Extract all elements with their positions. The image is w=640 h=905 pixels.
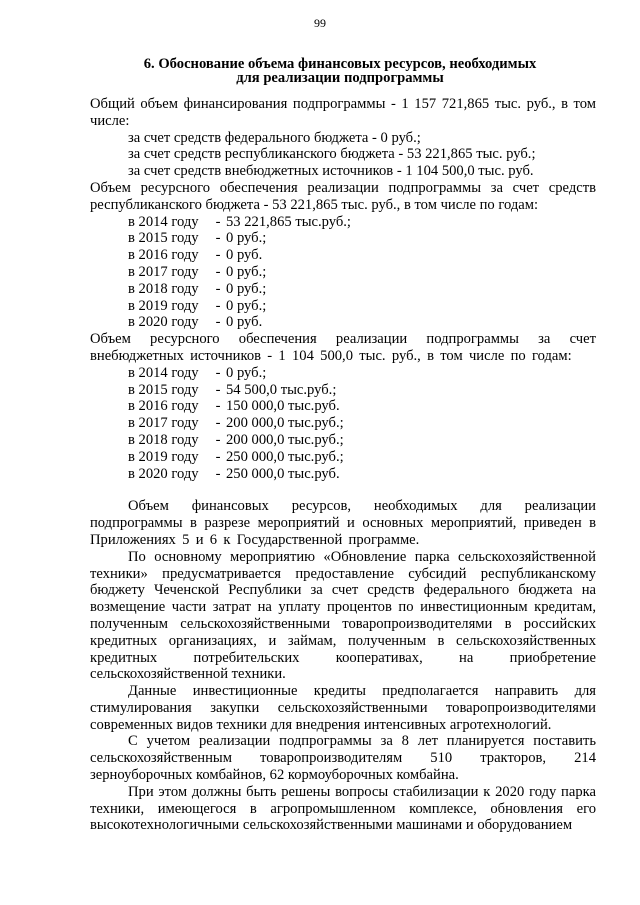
- body-paragraph: При этом должны быть решены вопросы стабилизации к 2020 году парка техники, имеющегося в агропромышленном комплексе, обновления его высокотехнологичными сельскохозяйственными машинами и оборудованием: [90, 783, 596, 834]
- year-row: [90, 365, 596, 382]
- total-funding-paragraph: Общий объем финансирования подпрограммы - 1 157 721,865 тыс. руб., в том числе:: [90, 96, 596, 129]
- page-number: 99: [314, 16, 326, 30]
- dash: -: [215, 213, 221, 230]
- year-row: [90, 264, 596, 281]
- year-row: [90, 449, 596, 466]
- year-label: в 2018 году: [128, 280, 199, 297]
- year-row: [90, 247, 596, 264]
- year-value: 0 руб.;: [226, 280, 267, 297]
- dash: -: [215, 263, 221, 280]
- year-value: 250 000,0 тыс.руб.: [226, 465, 340, 482]
- year-value: 0 руб.;: [226, 230, 267, 247]
- year-label: в 2020 году: [128, 314, 199, 331]
- year-value: 0 руб.;: [226, 364, 267, 381]
- year-value: 54 500,0 тыс.руб.;: [226, 381, 337, 398]
- year-row: [90, 432, 596, 449]
- year-row: [90, 398, 596, 415]
- year-row: [90, 281, 596, 298]
- year-value: 0 руб.: [226, 314, 263, 331]
- extrabudget-funding-intro: Объем ресурсного обеспечения реализации подпрограммы за счет внебюджетных источников - 1 104 500,0 тыс. руб., в том числе по годам:: [90, 331, 596, 364]
- year-row: [90, 466, 596, 483]
- year-label: в 2018 году: [128, 431, 199, 448]
- year-row: [90, 382, 596, 399]
- year-value: 200 000,0 тыс.руб.;: [226, 431, 344, 448]
- body-paragraph: С учетом реализации подпрограммы за 8 лет планируется поставить сельскохозяйственным товаропроизводителям 510 тракторов, 214 зерноуборочных комбайнов, 62 кормоуборочных комбайна.: [90, 733, 596, 784]
- dash: -: [215, 448, 221, 465]
- year-label: в 2014 году: [128, 364, 199, 381]
- year-label: в 2020 году: [128, 465, 199, 482]
- dash: -: [215, 431, 221, 448]
- year-label: в 2015 году: [128, 381, 199, 398]
- section-heading-line-2: для реализации подпрограммы: [236, 70, 444, 86]
- year-label: в 2016 году: [128, 398, 199, 415]
- republic-funding-intro: Объем ресурсного обеспечения реализации подпрограммы за счет средств республиканского бюджета - 53 221,865 тыс. руб., в том числе по годам:: [90, 179, 596, 213]
- extrabudget-year-list: [90, 365, 596, 483]
- year-label: в 2019 году: [128, 297, 199, 314]
- dash: -: [215, 465, 221, 482]
- dash: -: [215, 381, 221, 398]
- year-value: 0 руб.;: [226, 297, 267, 314]
- dash: -: [215, 415, 221, 432]
- dash: -: [215, 314, 221, 331]
- year-label: в 2015 году: [128, 230, 199, 247]
- year-row: [90, 230, 596, 247]
- dash: -: [215, 247, 221, 264]
- body-paragraph: Объем финансовых ресурсов, необходимых для реализации подпрограммы в разрезе мероприятий и основных мероприятий, приведен в Приложениях 5 и 6 к Государственной программе.: [90, 498, 596, 548]
- dash: -: [215, 398, 221, 415]
- year-value: 53 221,865 тыс.руб.;: [226, 213, 351, 230]
- body-paragraph: По основному мероприятию «Обновление парка сельскохозяйственной техники» предусматривается предоставление субсидий республиканскому бюджету Чеченской Республики за счет средств федерального бюджета на возмещение части затрат на уплату процентов по инвестиционным кредитам, полученным сельскохозяйственными товаропроизводителями в российских кредитных организациях, и займам, полученным в сельскохозяйственных кредитных потребительских кооперативах, на приобретение сельскохозяйственной техники.: [90, 548, 596, 683]
- year-value: 250 000,0 тыс.руб.;: [226, 448, 344, 465]
- year-row: [90, 298, 596, 315]
- paragraph-gap: [90, 482, 596, 498]
- year-label: в 2017 году: [128, 415, 199, 432]
- year-value: 0 руб.: [226, 247, 263, 264]
- section-heading: [90, 57, 590, 85]
- year-value: 150 000,0 тыс.руб.: [226, 398, 340, 415]
- republic-year-list: [90, 214, 596, 332]
- dash: -: [215, 297, 221, 314]
- year-row: [90, 415, 596, 432]
- year-value: 200 000,0 тыс.руб.;: [226, 415, 344, 432]
- body-paragraph: Данные инвестиционные кредиты предполагается направить для стимулирования закупки сельскохозяйственными товаропроизводителями современных видов техники для внедрения интенсивных агротехнологий.: [90, 683, 596, 733]
- funding-source-federal: за счет средств федерального бюджета - 0 руб.;: [128, 129, 421, 146]
- year-label: в 2019 году: [128, 448, 199, 465]
- year-row: [90, 314, 596, 331]
- year-label: в 2016 году: [128, 247, 199, 264]
- funding-source-republic: за счет средств республиканского бюджета - 53 221,865 тыс. руб.;: [128, 146, 536, 163]
- funding-source-extrabudget: за счет средств внебюджетных источников - 1 104 500,0 тыс. руб.: [128, 163, 534, 180]
- dash: -: [215, 230, 221, 247]
- year-label: в 2014 году: [128, 213, 199, 230]
- year-label: в 2017 году: [128, 263, 199, 280]
- year-row: [90, 214, 596, 231]
- dash: -: [215, 364, 221, 381]
- section-heading-line-1: 6. Обоснование объема финансовых ресурсов, необходимых: [143, 56, 537, 72]
- year-value: 0 руб.;: [226, 263, 267, 280]
- dash: -: [215, 280, 221, 297]
- document-body: [90, 96, 596, 834]
